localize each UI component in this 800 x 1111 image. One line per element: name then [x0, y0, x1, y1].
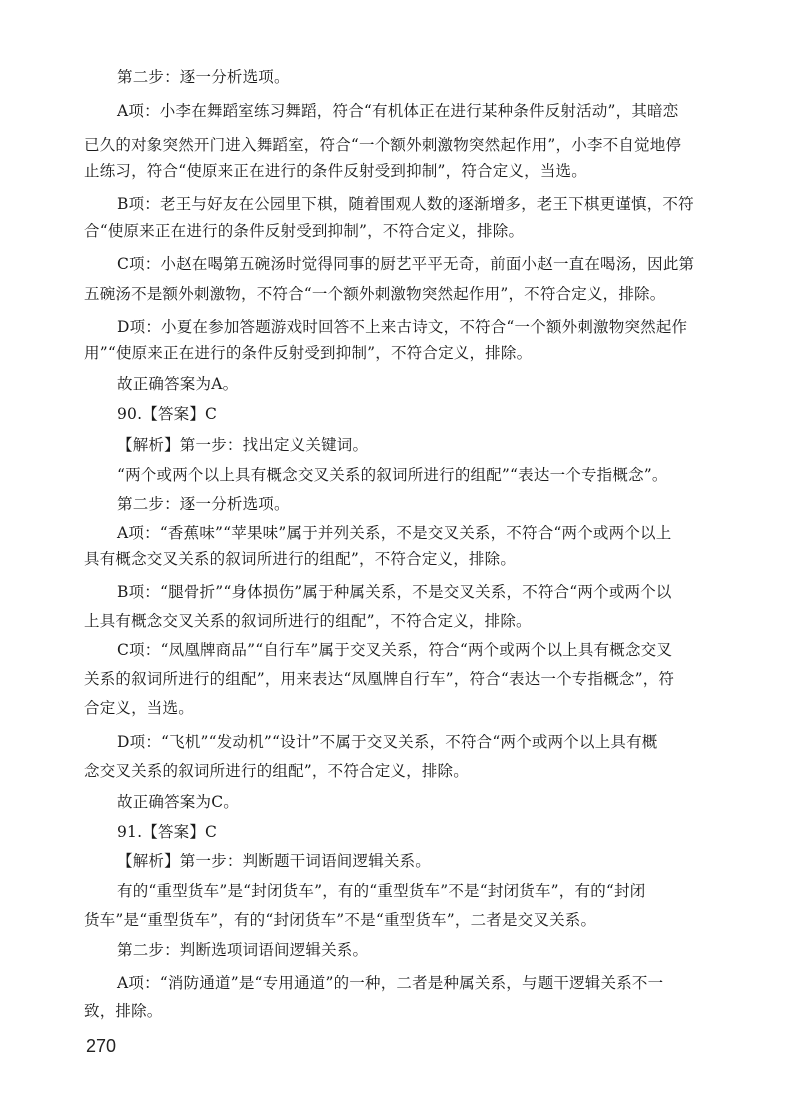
- page-number: 270: [86, 1036, 117, 1056]
- text-line: A项：小李在舞蹈室练习舞蹈，符合“有机体正在进行某种条件反射活动”，其暗恋: [117, 102, 679, 120]
- text-line: 第二步：逐一分析选项。: [117, 68, 290, 86]
- text-line: 故正确答案为A。: [117, 375, 239, 393]
- text-line: 【解析】第一步：判断题干词语间逻辑关系。: [117, 852, 432, 870]
- text-line: 念交叉关系的叙词所进行的组配”，不符合定义，排除。: [84, 762, 469, 780]
- text-line: 具有概念交叉关系的叙词所进行的组配”，不符合定义，排除。: [84, 550, 517, 568]
- text-line: 上具有概念交叉关系的叙词所进行的组配”，不符合定义，排除。: [84, 612, 532, 630]
- text-line: 合“使原来正在进行的条件反射受到抑制”，不符合定义，排除。: [84, 222, 525, 240]
- text-line: B项：“腿骨折”“身体损伤”属于种属关系，不是交叉关系，不符合“两个或两个以: [117, 583, 672, 601]
- text-line: 货车”是“重型货车”，有的“封闭货车”不是“重型货车”，二者是交叉关系。: [84, 911, 597, 929]
- text-line: C项：小赵在喝第五碗汤时觉得同事的厨艺平平无奇，前面小赵一直在喝汤，因此第: [117, 255, 695, 273]
- text-line: 止练习，符合“使原来正在进行的条件反射受到抑制”，符合定义，当选。: [84, 162, 587, 180]
- text-line: 合定义，当选。: [84, 699, 194, 717]
- text-line: 第二步：逐一分析选项。: [117, 495, 290, 513]
- text-line: 用”“使原来正在进行的条件反射受到抑制”，不符合定义，排除。: [84, 344, 533, 362]
- text-line: 故正确答案为C。: [117, 793, 239, 811]
- text-line: C项：“凤凰牌商品”“自行车”属于交叉关系，符合“两个或两个以上具有概念交叉: [117, 641, 673, 659]
- text-line: A项：“消防通道”是“专用通道”的一种，二者是种属关系，与题干逻辑关系不一: [117, 974, 664, 992]
- text-line: 关系的叙词所进行的组配”，用来表达“凤凰牌自行车”，符合“表达一个专指概念”，符: [84, 670, 675, 688]
- text-line: 90.【答案】C: [117, 405, 218, 423]
- text-line: D项：“飞机”“发动机”“设计”不属于交叉关系，不符合“两个或两个以上具有概: [117, 733, 658, 751]
- text-line: 91.【答案】C: [117, 823, 218, 841]
- text-line: “两个或两个以上具有概念交叉关系的叙词所进行的组配”“表达一个专指概念”。: [117, 466, 668, 484]
- text-line: 五碗汤不是额外刺激物，不符合“一个额外刺激物突然起作用”，不符合定义，排除。: [84, 285, 666, 303]
- text-line: A项：“香蕉味”“苹果味”属于并列关系，不是交叉关系，不符合“两个或两个以上: [117, 524, 672, 542]
- text-line: 已久的对象突然开门进入舞蹈室，符合“一个额外刺激物突然起作用”，小李不自觉地停: [84, 136, 682, 154]
- text-line: 【解析】第一步：找出定义关键词。: [117, 436, 369, 454]
- text-line: 致，排除。: [84, 1002, 163, 1020]
- text-line: B项：老王与好友在公园里下棋，随着围观人数的逐渐增多，老王下棋更谨慎，不符: [117, 195, 694, 213]
- text-line: 有的“重型货车”是“封闭货车”，有的“重型货车”不是“封闭货车”，有的“封闭: [117, 882, 646, 900]
- text-line: D项：小夏在参加答题游戏时回答不上来古诗文，不符合“一个额外刺激物突然起作: [117, 318, 688, 336]
- text-line: 第二步：判断选项词语间逻辑关系。: [117, 941, 369, 959]
